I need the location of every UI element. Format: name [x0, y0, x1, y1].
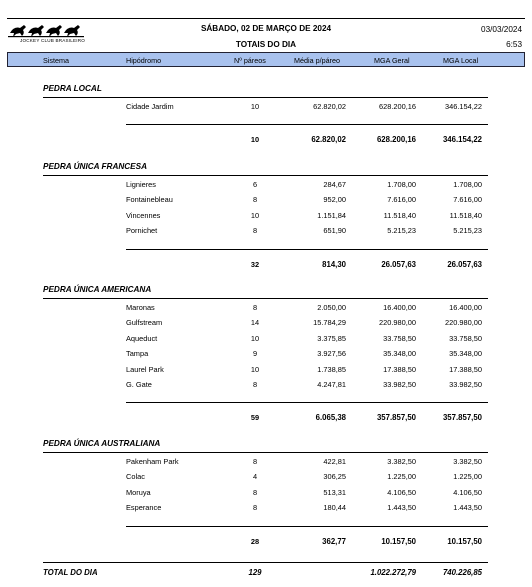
mga-local-cell: 35.348,00: [449, 349, 482, 359]
hipodromo-cell: Laurel Park: [126, 364, 164, 374]
pareos-cell: 10: [250, 364, 260, 374]
subtotal-row: [0, 260, 532, 272]
grand-total-geral: 1.022.272,79: [370, 568, 416, 577]
pareos-cell: 8: [252, 503, 258, 513]
mga-local-cell: 346.154,22: [445, 102, 482, 111]
grand-total-rule: [43, 562, 488, 563]
media-cell: 2.050,00: [317, 303, 346, 312]
page-title: SÁBADO, 02 DE MARÇO DE 2024: [200, 24, 332, 33]
pareos-cell: 8: [252, 226, 258, 236]
grand-total-pareos: 129: [248, 568, 262, 577]
table-row: [0, 303, 532, 315]
subtotal-local: 357.857,50: [442, 413, 482, 423]
mga-local-cell: 16.400,00: [449, 303, 482, 312]
media-cell: 306,25: [323, 472, 346, 482]
pareos-cell: 10: [250, 210, 260, 220]
table-row: [0, 180, 532, 192]
mga-geral-cell: 5.215,23: [387, 226, 416, 236]
grand-total-label: TOTAL DO DIA: [43, 568, 98, 577]
subtotal-media: 362,77: [322, 536, 346, 546]
subtotal-media: 62.820,02: [311, 135, 346, 145]
table-row: [0, 195, 532, 207]
subtotal-geral: 628.200,16: [376, 135, 416, 145]
table-row: [0, 318, 532, 330]
section-title: PEDRA ÚNICA FRANCESA: [43, 162, 148, 171]
hipodromo-cell: Vincennes: [126, 210, 161, 220]
mga-local-cell: 11.518,40: [449, 210, 482, 220]
table-row: [0, 211, 532, 223]
media-cell: 180,44: [323, 503, 346, 513]
table-row: [0, 457, 532, 469]
hipodromo-cell: Pakenham Park: [126, 457, 179, 466]
hipodromo-cell: Pornichet: [126, 226, 158, 236]
col-media: Média p/páreo: [294, 56, 340, 65]
pareos-cell: 9: [252, 349, 258, 359]
media-cell: 3.375,85: [317, 333, 346, 343]
media-cell: 15.784,29: [313, 318, 346, 328]
pareos-cell: 10: [250, 333, 260, 343]
col-mga-local: MGA Local: [443, 56, 479, 65]
mga-local-cell: 7.616,00: [453, 195, 482, 205]
mga-geral-cell: 33.982,50: [383, 380, 416, 389]
mga-local-cell: 1.708,00: [453, 180, 482, 189]
subtotal-media: 6.065,38: [315, 413, 346, 423]
table-row: [0, 102, 532, 114]
mga-local-cell: 1.225,00: [453, 472, 482, 482]
pareos-cell: 6: [252, 180, 258, 189]
subtotal-rule: [126, 402, 488, 403]
mga-local-cell: 220.980,00: [445, 318, 482, 328]
report-date: 03/03/2024: [481, 25, 522, 34]
subtotal-rule: [126, 249, 488, 250]
media-cell: 4.247,81: [317, 380, 346, 389]
hipodromo-cell: Aqueduct: [126, 333, 158, 343]
subtotal-geral: 10.157,50: [381, 536, 416, 546]
table-row: [0, 380, 532, 392]
col-sistema: Sistema: [43, 56, 69, 65]
table-row: [0, 365, 532, 377]
hipodromo-cell: Cidade Jardim: [126, 102, 174, 111]
subtotal-geral: 26.057,63: [381, 259, 416, 269]
hipodromo-cell: Tampa: [126, 349, 149, 359]
subtotal-local: 26.057,63: [447, 259, 482, 269]
subtotal-row: [0, 135, 532, 147]
section-rule: [43, 452, 488, 453]
mga-local-cell: 33.758,50: [449, 333, 482, 343]
section-title: PEDRA ÚNICA AMERICANA: [43, 285, 152, 294]
report-time: 6:53: [506, 40, 522, 49]
subtotal-media: 814,30: [322, 259, 346, 269]
pareos-cell: 8: [252, 380, 258, 389]
subtotal-rule: [126, 526, 488, 527]
media-cell: 284,67: [323, 180, 346, 189]
section-rule: [43, 97, 488, 98]
mga-geral-cell: 3.382,50: [387, 457, 416, 466]
mga-local-cell: 5.215,23: [453, 226, 482, 236]
subtotal-pareos: 59: [250, 413, 260, 423]
hipodromo-cell: Colac: [126, 472, 145, 482]
mga-geral-cell: 16.400,00: [383, 303, 416, 312]
mga-geral-cell: 1.443,50: [387, 503, 416, 513]
mga-geral-cell: 220.980,00: [379, 318, 416, 328]
col-pareos: Nº páreos: [234, 56, 266, 65]
mga-local-cell: 33.982,50: [449, 380, 482, 389]
table-row: [0, 334, 532, 346]
pareos-cell: 8: [252, 303, 258, 312]
table-row: [0, 226, 532, 238]
pareos-cell: 8: [252, 487, 258, 497]
mga-local-cell: 4.106,50: [453, 487, 482, 497]
grand-total-local: 740.226,85: [442, 568, 482, 577]
mga-geral-cell: 1.225,00: [387, 472, 416, 482]
column-header-bar: [7, 52, 525, 67]
mga-geral-cell: 35.348,00: [383, 349, 416, 359]
top-rule: [7, 18, 525, 19]
hipodromo-cell: Maronas: [126, 303, 155, 312]
subtotal-pareos: 28: [250, 536, 260, 546]
hipodromo-cell: Fontainebleau: [126, 195, 173, 205]
table-row: [0, 349, 532, 361]
table-row: [0, 488, 532, 500]
table-row: [0, 503, 532, 515]
mga-geral-cell: 7.616,00: [387, 195, 416, 205]
col-hipodromo: Hipódromo: [126, 56, 162, 65]
pareos-cell: 10: [250, 102, 260, 111]
mga-geral-cell: 1.708,00: [387, 180, 416, 189]
mga-geral-cell: 33.758,50: [383, 333, 416, 343]
hipodromo-cell: Lignieres: [126, 180, 156, 189]
page-subtitle: TOTAIS DO DIA: [235, 40, 297, 49]
subtotal-row: [0, 413, 532, 425]
subtotal-rule: [126, 124, 488, 125]
section-title: PEDRA ÚNICA AUSTRALIANA: [43, 439, 161, 448]
subtotal-local: 10.157,50: [447, 536, 482, 546]
section-rule: [43, 175, 488, 176]
hipodromo-cell: Gulfstream: [126, 318, 163, 328]
subtotal-row: [0, 537, 532, 549]
hipodromo-cell: G. Gate: [126, 380, 152, 389]
col-mga-geral: MGA Geral: [374, 56, 410, 65]
mga-geral-cell: 4.106,50: [387, 487, 416, 497]
media-cell: 1.151,84: [317, 210, 346, 220]
pareos-cell: 14: [250, 318, 260, 328]
logo-text: JOCKEY CLUB BRASILEIRO: [20, 38, 86, 43]
table-row: [0, 472, 532, 484]
mga-local-cell: 17.388,50: [449, 364, 482, 374]
hipodromo-cell: Moruya: [126, 487, 151, 497]
mga-geral-cell: 17.388,50: [383, 364, 416, 374]
media-cell: 62.820,02: [313, 102, 346, 111]
subtotal-pareos: 10: [250, 135, 260, 145]
hipodromo-cell: Esperance: [126, 503, 162, 513]
media-cell: 3.927,56: [317, 349, 346, 359]
section-rule: [43, 298, 488, 299]
mga-local-cell: 3.382,50: [453, 457, 482, 466]
pareos-cell: 8: [252, 457, 258, 466]
media-cell: 1.738,85: [317, 364, 346, 374]
subtotal-geral: 357.857,50: [376, 413, 416, 423]
grand-total-row: [0, 568, 532, 580]
media-cell: 422,81: [323, 457, 346, 466]
media-cell: 952,00: [323, 195, 346, 205]
media-cell: 513,31: [323, 487, 346, 497]
mga-local-cell: 1.443,50: [453, 503, 482, 513]
subtotal-pareos: 32: [250, 259, 260, 269]
media-cell: 651,90: [323, 226, 346, 236]
section-title: PEDRA LOCAL: [43, 84, 102, 93]
subtotal-local: 346.154,22: [442, 135, 482, 145]
mga-geral-cell: 11.518,40: [383, 210, 416, 220]
pareos-cell: 8: [252, 195, 258, 205]
mga-geral-cell: 628.200,16: [379, 102, 416, 111]
pareos-cell: 4: [252, 472, 258, 482]
